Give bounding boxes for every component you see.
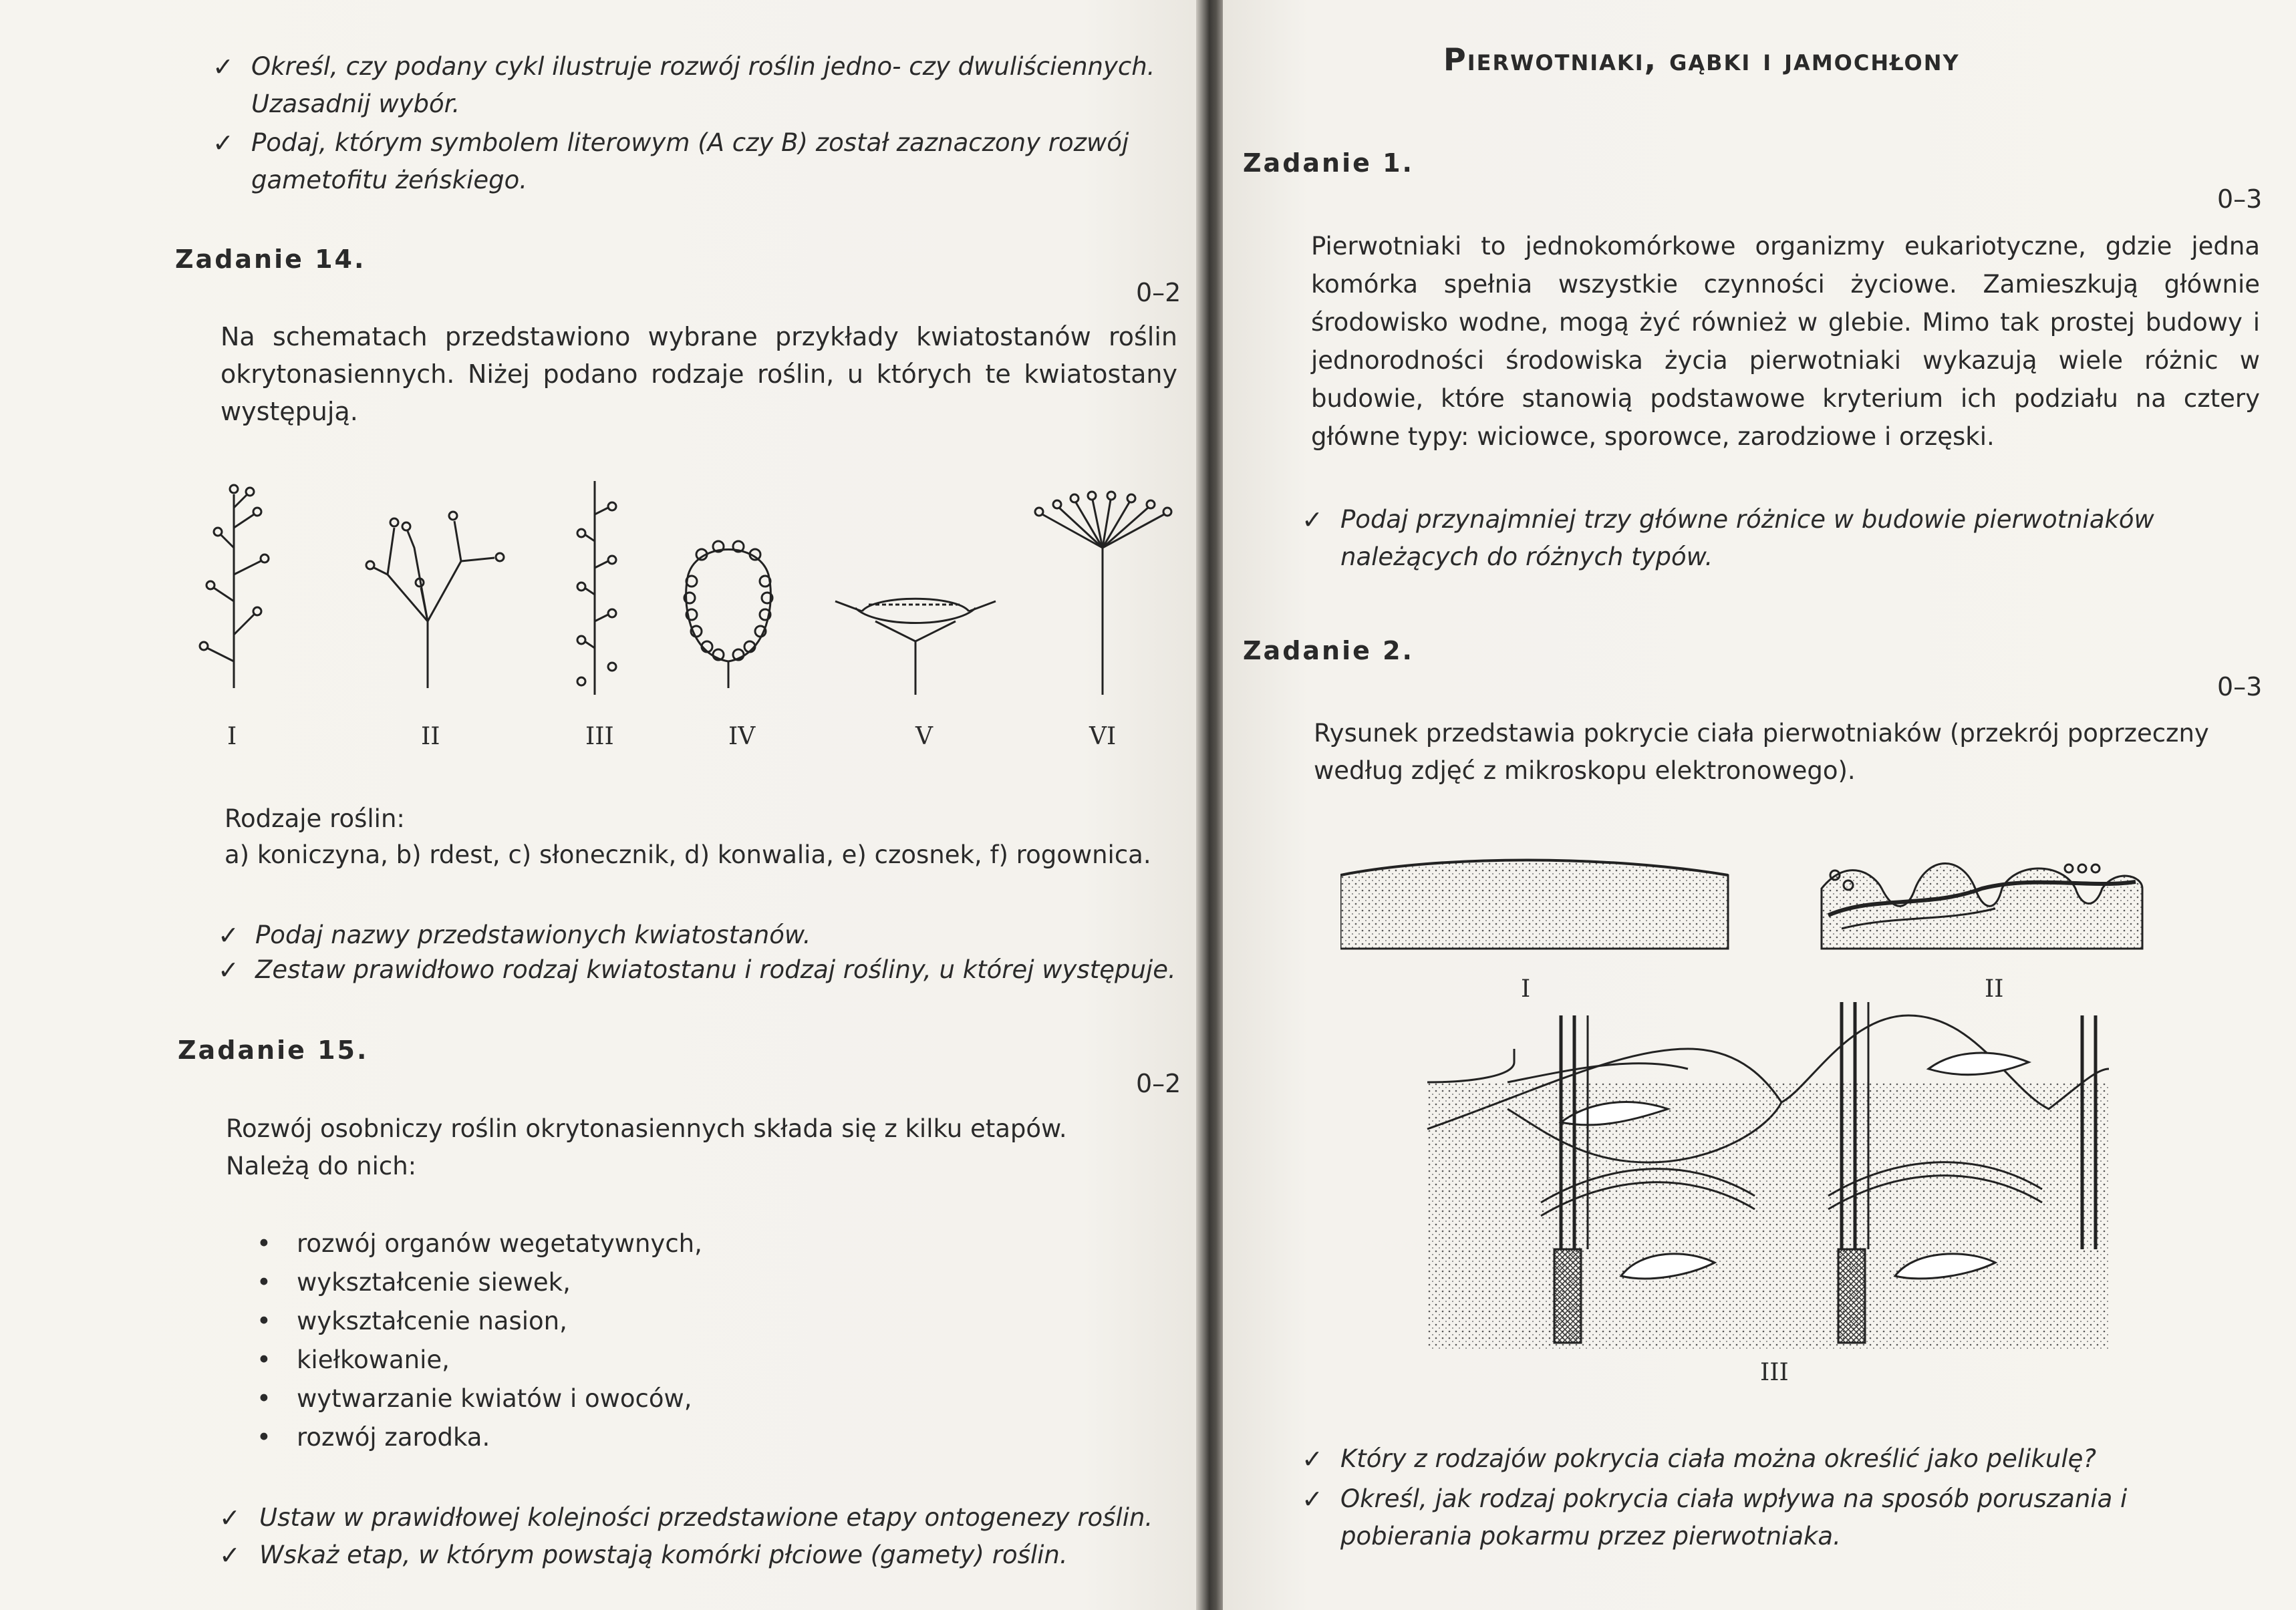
task1-text: Pierwotniaki to jednokomórkowe organizmy eukariotyczne, gdzie jedna komórka spełnia wszystkie czynności życiowe. Zamieszkują głównie środowisko wodne, mogą żyć również w glebie. Mimo tak prostej budowy i jednorodności środowiska życia pierwotniaki wykazują wiele różnic w budowie, które stanowią podstawowe kryterium ich podziału na cztery główne typy: wiciowce, sporowce, zarodziowe i orzęski.	[1311, 232, 2260, 451]
covering-label-ii: II	[1985, 975, 2004, 1003]
plants-list: a) koniczyna, b) rdest, c) słonecznik, d) konwalia, e) czosnek, f) rogownica.	[225, 840, 1151, 869]
inflorescence-v-drawing	[835, 599, 996, 695]
task2-question-2: Określ, jak rodzaj pokrycia ciała wpływa na sposób poruszania i pobierania pokarmu przez pierwotniaka.	[1340, 1484, 2128, 1551]
stage-item: • rozwój zarodka.	[297, 1423, 490, 1452]
figure-label-vi: VI	[1089, 723, 1117, 750]
task15-question-2: Wskaż etap, w którym powstają komórki płciowe (gamety) roślin.	[259, 1541, 1068, 1569]
check-icon: ✓	[218, 921, 239, 950]
stage-item: • wykształcenie nasion,	[297, 1307, 567, 1335]
stage-item: • wykształcenie siewek,	[297, 1268, 571, 1297]
check-icon: ✓	[1302, 1444, 1323, 1474]
task14-score: 0–2	[1136, 278, 1181, 307]
figure-label-ii: II	[421, 723, 440, 750]
task2-score: 0–3	[2217, 672, 2263, 701]
inflorescence-vi-drawing	[1035, 492, 1171, 695]
inflorescence-i-drawing	[200, 485, 269, 688]
check-icon: ✓	[1302, 1484, 1323, 1514]
check-icon: ✓	[219, 1503, 241, 1533]
task1-heading: Zadanie 1.	[1243, 148, 1414, 178]
figure-label-iii: III	[585, 723, 614, 750]
task2-heading: Zadanie 2.	[1243, 636, 1414, 665]
inflorescence-ii-drawing	[366, 512, 504, 688]
task15-heading: Zadanie 15.	[178, 1035, 369, 1065]
figure-label-iv: IV	[728, 723, 756, 750]
plants-title: Rodzaje roślin:	[225, 804, 405, 833]
stage-item: • rozwój organów wegetatywnych,	[297, 1229, 702, 1258]
pellicle-figure	[1340, 848, 2289, 1383]
figure-label-i: I	[227, 723, 237, 750]
intro-bullet-2: Podaj, którym symbolem literowym (A czy B) został zaznaczony rozwój gametofitu żeńskiego.	[251, 128, 1129, 194]
figure-label-v: V	[915, 723, 933, 750]
inflorescence-figure	[194, 468, 1209, 721]
covering-ii-drawing	[1822, 864, 2142, 949]
covering-iii-drawing	[1427, 1002, 2109, 1349]
check-icon: ✓	[212, 52, 234, 82]
inflorescence-iv-drawing	[684, 541, 772, 688]
task15-text: Rozwój osobniczy roślin okrytonasiennych składa się z kilku etapów. Należą do nich:	[226, 1114, 1067, 1180]
task15-score: 0–2	[1136, 1069, 1181, 1098]
check-icon: ✓	[218, 955, 239, 985]
task2-question-1: Który z rodzajów pokrycia ciała można określić jako pelikulę?	[1340, 1444, 2097, 1473]
stage-item: • wytwarzanie kwiatów i owoców,	[297, 1384, 692, 1413]
inflorescence-iii-drawing	[577, 481, 616, 695]
task1-question: Podaj przynajmniej trzy główne różnice w budowie pierwotniaków należących do różnych typów.	[1340, 505, 2154, 571]
task2-text: Rysunek przedstawia pokrycie ciała pierwotniaków (przekrój poprzeczny według zdjęć z mikroskopu elektronowego).	[1314, 719, 2209, 785]
check-icon: ✓	[219, 1541, 241, 1570]
covering-i-drawing	[1340, 860, 1728, 949]
intro-bullet-1: Określ, czy podany cykl ilustruje rozwój roślin jedno- czy dwuliściennych. Uzasadnij wybór.	[251, 52, 1155, 118]
check-icon: ✓	[1302, 505, 1323, 534]
covering-label-i: I	[1521, 975, 1531, 1003]
task15-question-1: Ustaw w prawidłowej kolejności przedstawione etapy ontogenezy roślin.	[259, 1503, 1153, 1532]
task14-heading: Zadanie 14.	[175, 245, 366, 274]
task14-question-1: Podaj nazwy przedstawionych kwiatostanów.	[255, 921, 811, 949]
chapter-title: Pierwotniaki, gąbki i jamochłony	[1443, 41, 1960, 77]
covering-label-iii: III	[1760, 1359, 1789, 1386]
right-page	[1223, 0, 2296, 1610]
stage-item: • kiełkowanie,	[297, 1345, 450, 1374]
task14-question-2: Zestaw prawidłowo rodzaj kwiatostanu i rodzaj rośliny, u której występuje.	[255, 955, 1176, 984]
task14-text: Na schematach przedstawiono wybrane przykłady kwiatostanów roślin okrytonasiennych. Niżej podano rodzaje roślin, u których te kwiatostany występują.	[221, 322, 1177, 426]
check-icon: ✓	[212, 128, 234, 158]
task1-score: 0–3	[2217, 184, 2263, 214]
